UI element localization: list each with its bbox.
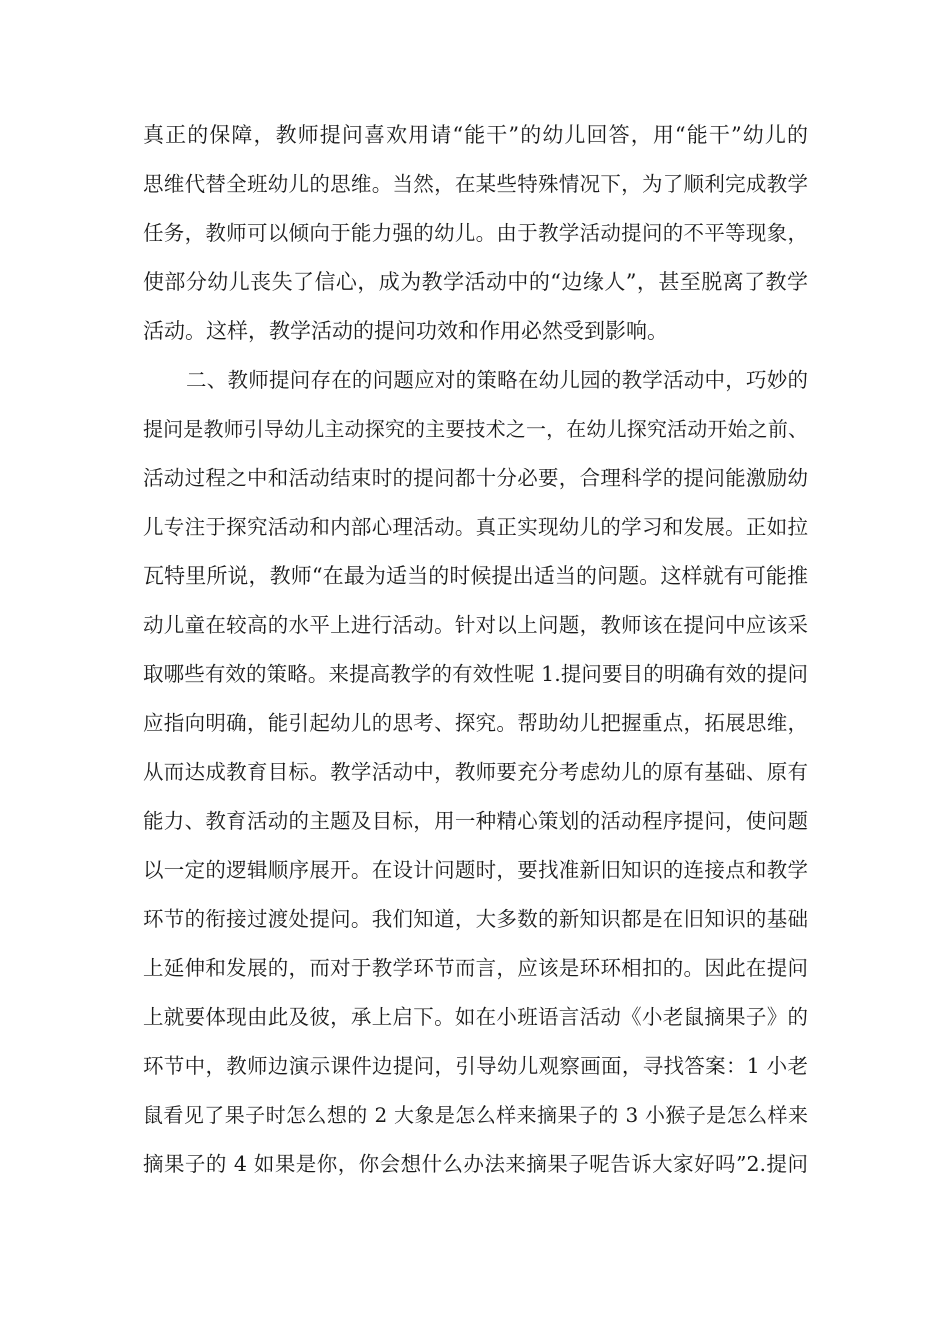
- text-line-9: 儿专注于探究活动和内部心理活动。真正实现幼儿的学习和发展。正如拉: [143, 515, 808, 539]
- text-line-20: 环节中，教师边演示课件边提问，引导幼儿观察画面，寻找答案：1 小老: [143, 1054, 808, 1078]
- text-line-15: 能力、教育活动的主题及目标，用一种精心策划的活动程序提问，使问题: [143, 809, 808, 833]
- text-line-7: 提问是教师引导幼儿主动探究的主要技术之一，在幼儿探究活动开始之前、: [143, 417, 808, 441]
- text-line-16: 以一定的逻辑顺序展开。在设计问题时，要找准新旧知识的连接点和教学: [143, 858, 808, 882]
- text-line-21: 鼠看见了果子时怎么想的 2 大象是怎么样来摘果子的 3 小猴子是怎么样来: [143, 1103, 808, 1127]
- text-line-13: 应指向明确，能引起幼儿的思考、探究。帮助幼儿把握重点，拓展思维，: [143, 711, 808, 735]
- text-line-4: 使部分幼儿丧失了信心，成为教学活动中的“边缘人”，甚至脱离了教学: [143, 270, 808, 294]
- text-line-11: 动儿童在较高的水平上进行活动。针对以上问题，教师该在提问中应该采: [143, 613, 808, 637]
- text-line-8: 活动过程之中和活动结束时的提问都十分必要，合理科学的提问能激励幼: [143, 466, 808, 490]
- text-line-1: 真正的保障，教师提问喜欢用请“能干”的幼儿回答，用“能干”幼儿的: [143, 123, 808, 147]
- text-line-12: 取哪些有效的策略。来提高教学的有效性呢 1.提问要目的明确有效的提问: [143, 662, 808, 686]
- text-line-6: 二、教师提问存在的问题应对的策略在幼儿园的教学活动中，巧妙的: [186, 368, 808, 392]
- text-line-18: 上延伸和发展的，而对于教学环节而言，应该是环环相扣的。因此在提问: [143, 956, 808, 980]
- text-line-3: 任务，教师可以倾向于能力强的幼儿。由于教学活动提问的不平等现象，: [143, 221, 808, 245]
- text-line-17: 环节的衔接过渡处提问。我们知道，大多数的新知识都是在旧知识的基础: [143, 907, 808, 931]
- text-line-10: 瓦特里所说，教师“在最为适当的时候提出适当的问题。这样就有可能推: [143, 564, 808, 588]
- text-line-5: 活动。这样，教学活动的提问功效和作用必然受到影响。: [143, 319, 668, 343]
- text-line-22: 摘果子的 4 如果是你，你会想什么办法来摘果子呢告诉大家好吗”2.提问: [143, 1152, 808, 1176]
- text-line-19: 上就要体现由此及彼，承上启下。如在小班语言活动《小老鼠摘果子》的: [143, 1005, 808, 1029]
- text-line-2: 思维代替全班幼儿的思维。当然，在某些特殊情况下，为了顺利完成教学: [143, 172, 808, 196]
- text-line-14: 从而达成教育目标。教学活动中，教师要充分考虑幼儿的原有基础、原有: [143, 760, 808, 784]
